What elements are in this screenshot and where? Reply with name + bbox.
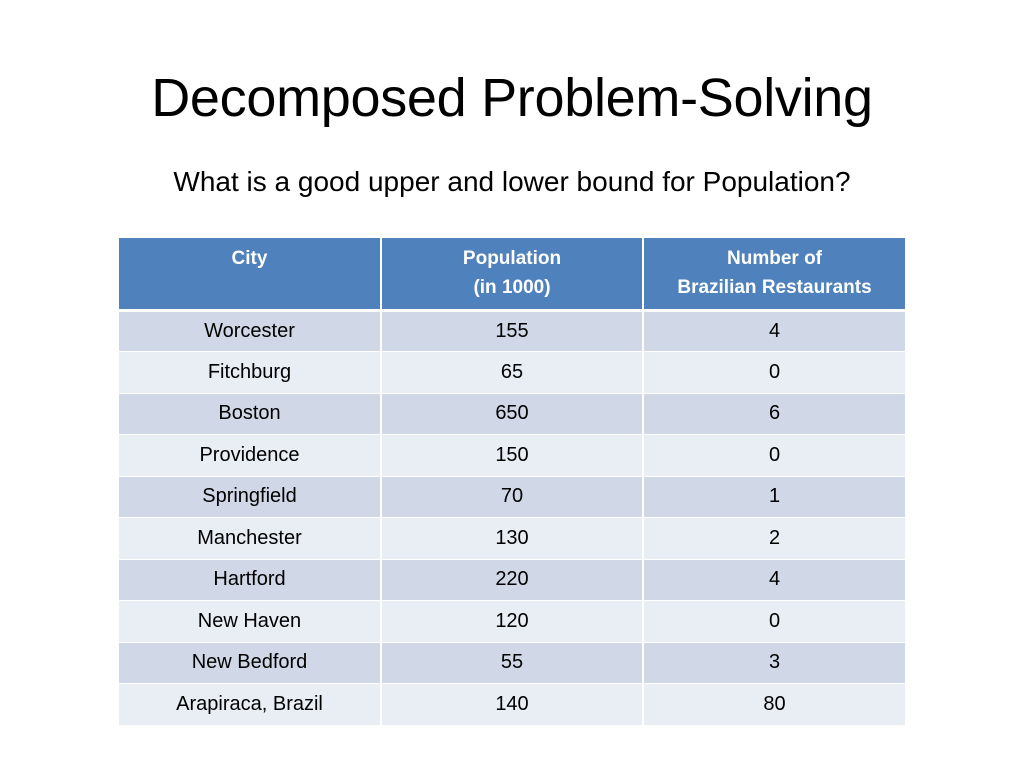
restaurants-cell: 80 [643, 684, 905, 726]
restaurants-cell: 4 [643, 310, 905, 352]
header-population-line-1: Population [462, 248, 562, 269]
slide-title: Decomposed Problem-Solving [151, 68, 873, 128]
population-cell: 65 [381, 352, 643, 394]
population-cell: 70 [381, 476, 643, 518]
restaurants-cell: 2 [643, 518, 905, 560]
population-cell: 155 [381, 310, 643, 352]
population-cell: 140 [381, 684, 643, 726]
table-row [119, 559, 905, 601]
header-restaurants-line-1: Number of [727, 248, 822, 269]
table-row [119, 642, 905, 684]
header-city [119, 238, 381, 310]
city-cell: New Bedford [119, 642, 381, 684]
header-row [119, 238, 905, 310]
population-cell: 220 [381, 559, 643, 601]
header-population-line-2: (in 1000) [473, 277, 551, 298]
city-cell: Springfield [119, 476, 381, 518]
table-row [119, 518, 905, 560]
header-restaurants-line-2: Brazilian Restaurants [677, 277, 872, 298]
table-row [119, 393, 905, 435]
city-cell: Boston [119, 393, 381, 435]
population-cell: 120 [381, 601, 643, 643]
population-cell: 650 [381, 393, 643, 435]
city-cell: Fitchburg [119, 352, 381, 394]
restaurants-cell: 3 [643, 642, 905, 684]
header-restaurants [643, 238, 905, 310]
slide-subtitle: What is a good upper and lower bound for Population? [173, 166, 851, 197]
table-row [119, 684, 905, 726]
population-cell: 150 [381, 435, 643, 477]
header-city-line-1: City [231, 248, 268, 269]
restaurants-cell: 0 [643, 601, 905, 643]
city-cell: New Haven [119, 601, 381, 643]
restaurants-cell: 6 [643, 393, 905, 435]
table-row [119, 476, 905, 518]
table-row [119, 352, 905, 394]
city-cell: Arapiraca, Brazil [119, 684, 381, 726]
restaurants-cell: 4 [643, 559, 905, 601]
table-header [119, 238, 905, 310]
city-cell: Hartford [119, 559, 381, 601]
city-cell: Manchester [119, 518, 381, 560]
population-cell: 130 [381, 518, 643, 560]
table-body [119, 310, 905, 725]
table-row [119, 435, 905, 477]
city-data-table [119, 238, 905, 726]
restaurants-cell: 0 [643, 352, 905, 394]
restaurants-cell: 1 [643, 476, 905, 518]
table-row [119, 310, 905, 352]
header-population [381, 238, 643, 310]
restaurants-cell: 0 [643, 435, 905, 477]
population-cell: 55 [381, 642, 643, 684]
city-cell: Providence [119, 435, 381, 477]
table-row [119, 601, 905, 643]
city-cell: Worcester [119, 310, 381, 352]
